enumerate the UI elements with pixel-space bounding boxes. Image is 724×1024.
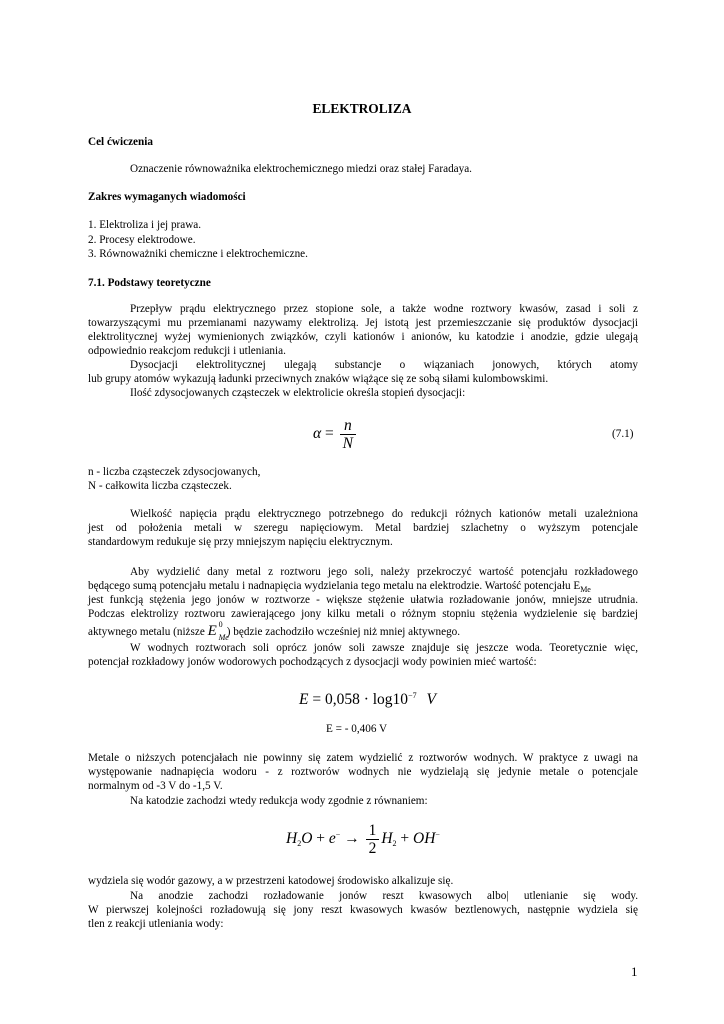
paragraph-line: jest od położenia metali w szeregu napięciowym. Metal bardziej szlachetny o wyższym potencjale [88,522,638,534]
inline-symbol-E [207,620,229,642]
paragraph-line: standardowym redukuje się przy mniejszym napięciu elektrycznym. [88,536,393,548]
eq-rhs: = 0,058 · log10 [312,691,409,708]
paragraph-line: Podczas elektrolizy roztworu zawierającego jony kilku metali o różnym stopniu stężenia wydzielenie się bardziej [88,608,638,620]
paragraph-line: potencjał rozkładowy jonów wodorowych pochodzących z dysocjacji wody powinien mieć wartość: [88,656,537,668]
paragraph-line [88,620,461,642]
eq-arrow: → [344,830,360,848]
definition-line: N - całkowita liczba cząsteczek. [88,480,232,492]
list-item: 2. Procesy elektrodowe. [88,234,196,246]
eq-equals: = [325,425,334,443]
subscript: Me [218,633,229,642]
eq-fraction [366,822,380,857]
eq-denominator: 2 [366,839,380,857]
paragraph-line: wydziela się wodór gazowy, a w przestrzeni katodowej środowisko alkalizuje się. [88,875,454,887]
paragraph-line: jest funkcją stężenia jego jonów w roztworze - większe stężenie ułatwia rozładowanie jonów, mniejsze utrudnia. [88,594,638,606]
paragraph-text: aktywnego metalu (niższe [88,626,205,638]
paragraph-line: odpowiednio reakcjom redukcji i utleniania. [88,345,286,357]
paragraph-line: towarzyszącymi mu przemianami nazywamy elektrolizą. Jej istotą jest przemieszczanie się produktów dysocjacji [88,317,638,329]
paragraph-line: Przepływ prądu elektrycznego przez stopione sole, a także wodne roztwory kwasów, zasad i soli z [130,303,638,315]
eq-OH: OH [413,830,436,848]
eq-exponent: −7 [408,691,417,700]
paragraph-line: tlen z reakcji utleniania wody: [88,918,224,930]
eq-sub: 2 [297,839,302,849]
eq-numerator: 1 [368,822,377,839]
paragraph-line: Metale o niższych potencjałach nie powinny się zatem wydzielić z roztworów wodnych. W praktyce z uwagi na [88,752,638,764]
eq-unit: V [426,691,436,708]
paragraph-line: normalnym od -3 V do -1,5 V. [88,780,223,792]
eq-denominator: N [340,434,356,452]
eq-charge: − [335,830,341,840]
zakres-heading: Zakres wymaganych wiadomości [88,191,246,203]
eq-alpha: α [313,425,322,443]
paragraph-line: Ilość zdysocjowanych cząsteczek w elektrolicie określa stopień dysocjacji: [130,387,466,399]
eq-e: e [328,830,336,848]
eq-H2: H [381,830,393,848]
cel-text: Oznaczenie równoważnika elektrochemicznego miedzi oraz stałej Faradaya. [130,163,472,175]
paragraph-line: lub grupy atomów wykazują ładunki przeciwnych znaków wiążące się ze sobą siłami kulombowskimi. [88,373,549,385]
document-title: ELEKTROLIZA [312,101,412,116]
paragraph-line: Aby wydzielić dany metal z roztworu jego soli, należy przekroczyć wartość potencjału rozkładowego [130,566,638,578]
eq-plus: + [316,830,326,848]
eq-numerator: n [343,417,352,434]
eq-sub: 2 [392,839,397,849]
paragraph-text: ) będzie zachodziło wcześniej niż mniej aktywnego. [226,626,461,638]
cel-heading: Cel ćwiczenia [88,136,153,148]
definition-line: n - liczba cząsteczek zdysocjowanych, [88,466,261,478]
list-item: 1. Elektroliza i jej prawa. [88,219,202,231]
subscript: Me [580,585,591,594]
paragraph-line: Dysocjacji elektrolitycznej ulegają substancje o wiązaniach jonowych, których atomy [130,359,638,371]
paragraph-line: występowanie nadnapięcia wodoru - z roztworów wodnych nie wydzielają się jedynie metale o potencjale [88,766,638,778]
eq-H: H [286,830,298,848]
symbol-E: E [207,623,217,639]
paragraph-line: elektrolitycznej wyżej wymienionych związków, czyli kationów i anionów, ku katodzie i anodzie, gdzie ulegają [88,331,638,343]
superscript: 0 [218,620,223,629]
eq-plus: + [400,830,410,848]
eq-O: O [301,830,313,848]
paragraph-line: W wodnych roztworach soli oprócz jonów soli zawsze znajduje się jeszcze woda. Teoretycznie więc, [130,642,638,654]
eq-fraction [340,417,356,452]
paragraph-line: Na katodzie zachodzi wtedy redukcja wody zgodnie z równaniem: [130,795,428,807]
paragraph-line: Na anodzie zachodzi rozładowanie jonów reszt kwasowych albo| utlenianie się wody. [130,890,638,902]
equation-potential [299,688,436,707]
eq-charge: − [435,830,440,840]
page-number: 1 [631,964,638,979]
equation-label: (7.1) [612,428,634,440]
section-heading: 7.1. Podstawy teoretyczne [88,277,211,289]
paragraph-line: W pierwszej kolejności rozładowują się jony reszt kwasowych kwasów beztlenowych, następnie wydziela się [88,904,638,916]
equation-7-1 [313,417,358,452]
paragraph-text: będącego sumą potencjału metalu i nadnapięcia wydzielania tego metalu na elektrodzie. Wartość potencjału E [88,580,581,592]
equation-water-reduction [286,822,440,857]
eq-E: E [299,691,309,708]
paragraph-line: Wielkość napięcia prądu elektrycznego potrzebnego do redukcji różnych kationów metali uzależniona [130,508,638,520]
list-item: 3. Równoważniki chemiczne i elektrochemiczne. [88,248,308,260]
equation-value: E = - 0,406 V [326,723,388,735]
